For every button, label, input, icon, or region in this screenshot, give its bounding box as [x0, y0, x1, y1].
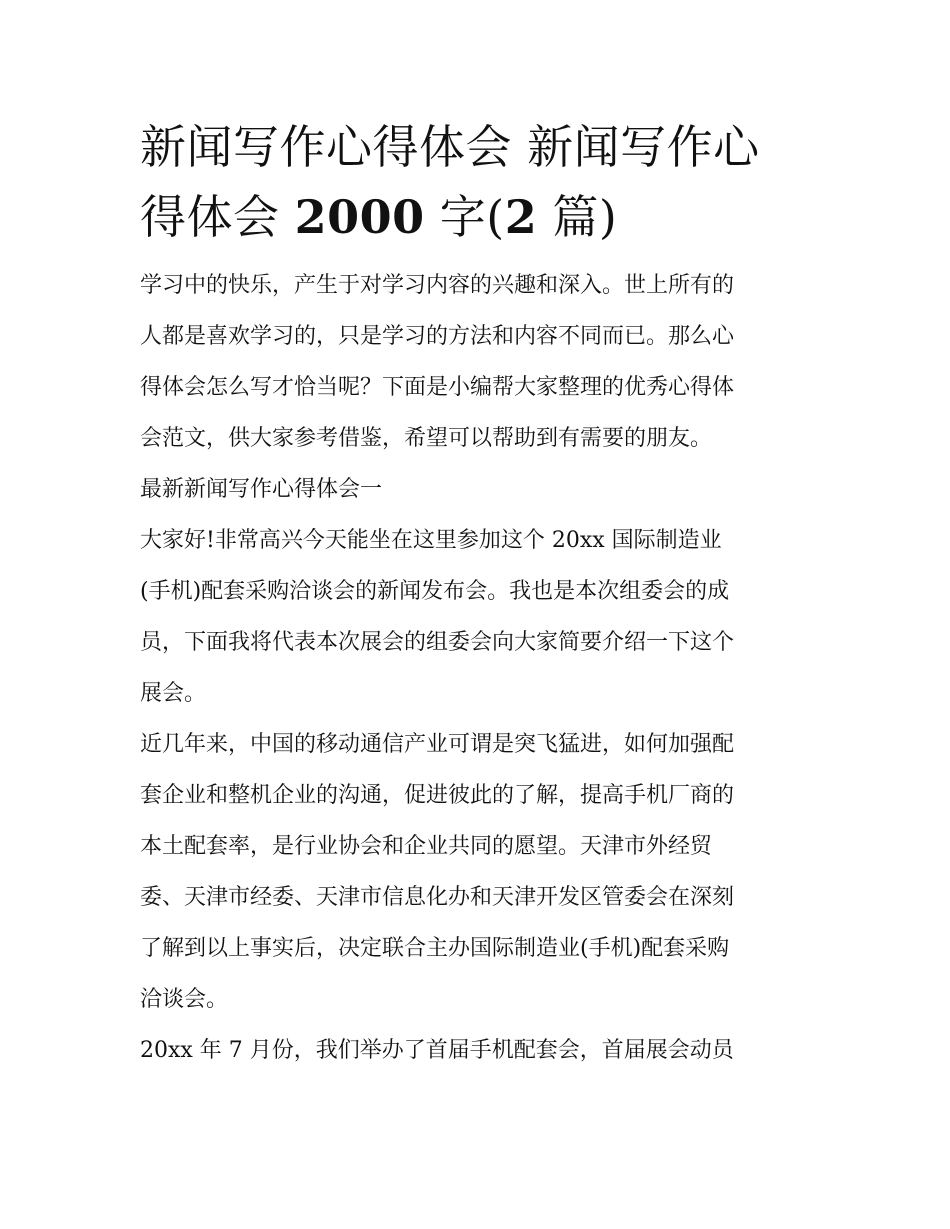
- document-body: [140, 112, 815, 1076]
- paragraph-history: [140, 1025, 815, 1076]
- text-line: 最新新闻写作心得体会一: [140, 477, 383, 502]
- document-title: [140, 112, 815, 252]
- paragraph-greeting: [140, 515, 815, 719]
- text-line: 套企业和整机企业的沟通，促进彼此的了解，提高手机厂商的: [140, 783, 735, 808]
- title-line-1: 新闻写作心得体会 新闻写作心: [140, 120, 760, 174]
- title-number: 2: [504, 190, 538, 244]
- text-line: 近几年来，中国的移动通信产业可谓是突飞猛进，如何加强配: [140, 732, 735, 757]
- text-line: 本土配套率，是行业协会和企业共同的愿望。天津市外经贸: [140, 834, 713, 859]
- title-text: 篇): [552, 190, 618, 244]
- text-line: (手机)配套采购洽谈会的新闻发布会。我也是本次组委会的成: [140, 579, 730, 604]
- text-line: 委、天津市经委、天津市信息化办和天津开发区管委会在深刻: [140, 885, 735, 910]
- title-text: 字(: [439, 190, 505, 244]
- text-line: 学习中的快乐，产生于对学习内容的兴趣和深入。世上所有的: [140, 273, 735, 298]
- text-line: 员，下面我将代表本次展会的组委会向大家简要介绍一下这个: [140, 630, 735, 655]
- text-line: 展会。: [140, 681, 207, 706]
- title-line-2: [140, 182, 815, 252]
- paragraph-intro: [140, 260, 815, 464]
- text-line: 大家好!非常高兴今天能坐在这里参加这个 20xx 国际制造业: [140, 528, 722, 553]
- paragraph-background: [140, 719, 815, 1025]
- text-line: 了解到以上事实后，决定联合主办国际制造业(手机)配套采购: [140, 936, 730, 961]
- text-line: 会范文，供大家参考借鉴，希望可以帮助到有需要的朋友。: [140, 426, 713, 451]
- text-line: 洽谈会。: [140, 987, 229, 1012]
- text-line: 得体会怎么写才恰当呢？下面是小编帮大家整理的优秀心得体: [140, 375, 735, 400]
- title-text: 得体会: [140, 190, 280, 244]
- title-number: 2000: [294, 190, 425, 244]
- section-heading: [140, 464, 815, 515]
- text-line: 20xx 年 7 月份，我们举办了首届手机配套会，首届展会动员: [140, 1038, 734, 1063]
- text-line: 人都是喜欢学习的，只是学习的方法和内容不同而已。那么心: [140, 324, 735, 349]
